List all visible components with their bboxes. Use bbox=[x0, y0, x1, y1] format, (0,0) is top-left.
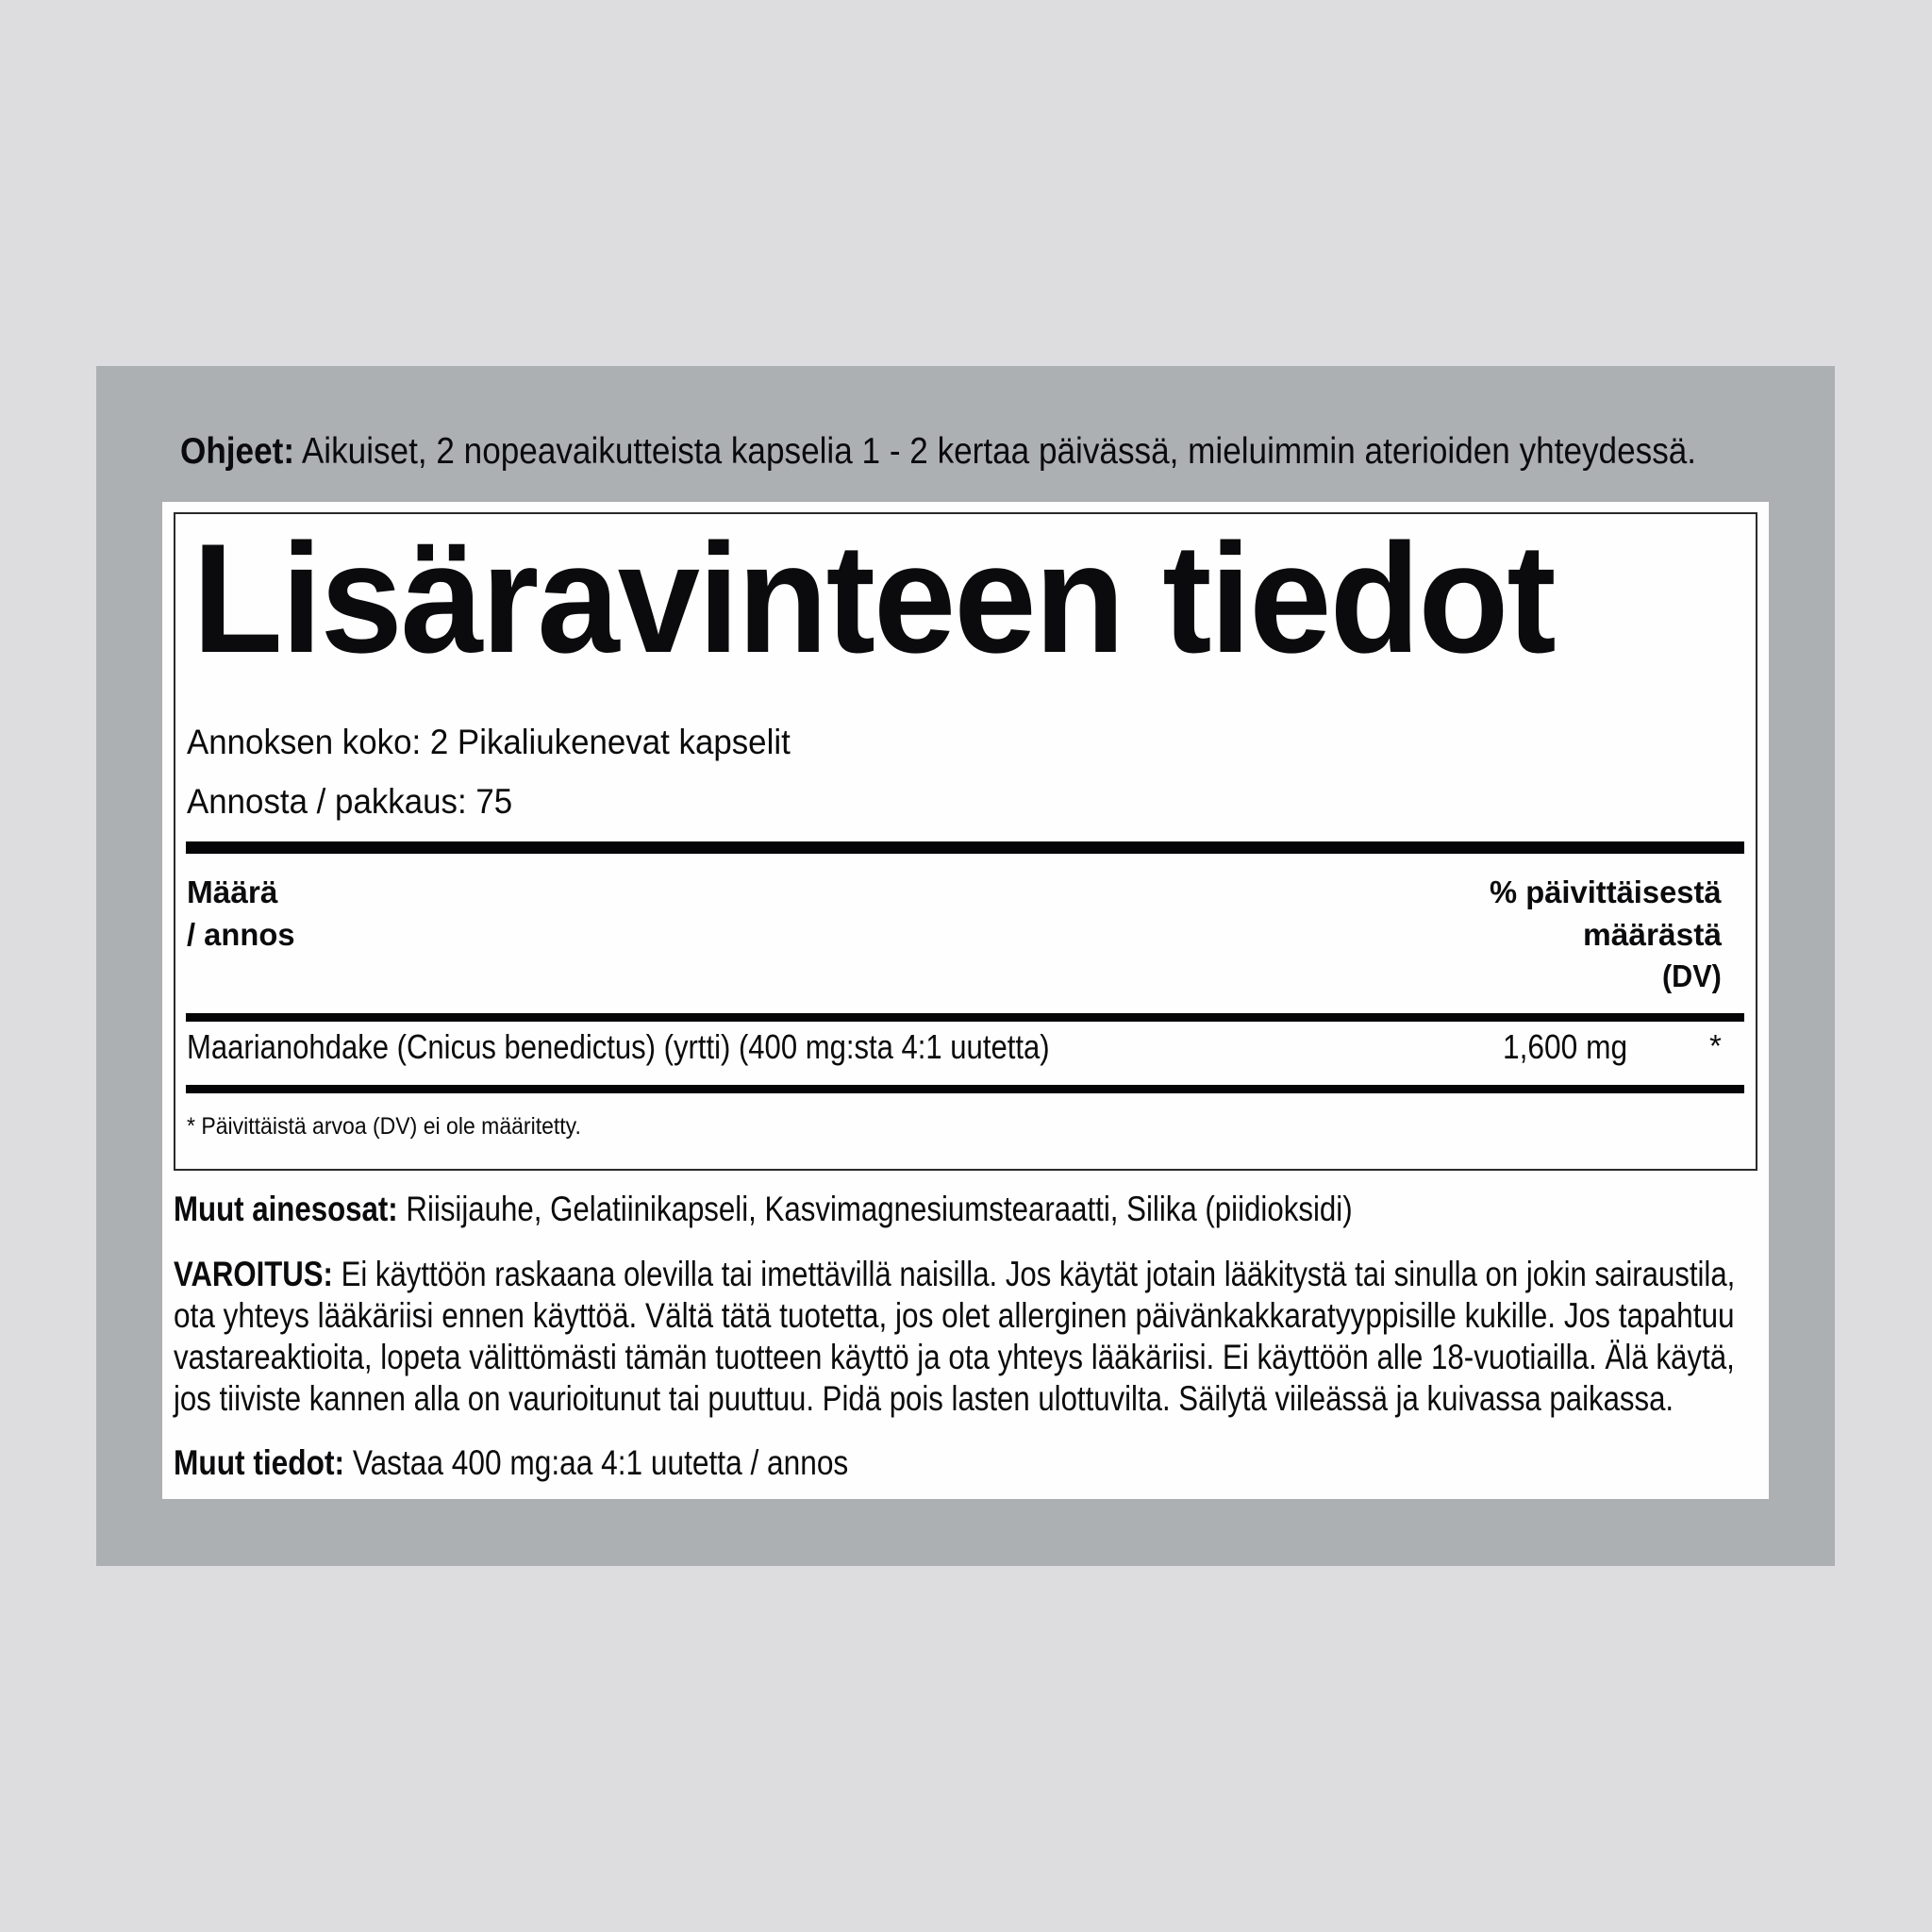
directions-line bbox=[180, 433, 1696, 470]
daily-value-header: % päivittäisestä bbox=[1489, 874, 1722, 909]
warning-line-1 bbox=[174, 1257, 1735, 1291]
footnote: * Päivittäistä arvoa (DV) ei ole määritetty. bbox=[187, 1113, 581, 1140]
medium-divider bbox=[186, 1013, 1744, 1022]
serving-size: Annoksen koko: 2 Pikaliukenevat kapselit bbox=[187, 723, 791, 761]
other-ingredients-label: Muut ainesosat: bbox=[174, 1190, 398, 1228]
amount-per-serving-header-2: / annos bbox=[187, 917, 295, 952]
warning-text-1: Ei käyttöön raskaana olevilla tai imettävillä naisilla. Jos käytät jotain lääkitystä tai sinulla on jokin sairaustila, bbox=[332, 1255, 1736, 1293]
servings-per-container: Annosta / pakkaus: 75 bbox=[187, 782, 513, 821]
other-ingredients bbox=[174, 1191, 1353, 1226]
warning-line-4: jos tiiviste kannen alla on vaurioitunut tai puuttuu. Pidä pois lasten ulottuvilta. Säilytä viileässä ja kuivassa paikassa. bbox=[174, 1379, 1674, 1418]
daily-value-header-3: (DV) bbox=[1661, 958, 1722, 993]
ingredient-name: Maarianohdake (Cnicus benedictus) (yrtti) (400 mg:sta 4:1 uutetta) bbox=[187, 1027, 1050, 1066]
other-info bbox=[174, 1445, 848, 1480]
ingredient-amount: 1,600 mg bbox=[1503, 1027, 1628, 1066]
thick-divider bbox=[186, 841, 1744, 854]
directions-label: Ohjeet: bbox=[180, 431, 295, 472]
other-ingredients-text: Riisijauhe, Gelatiinikapseli, Kasvimagnesiumstearaatti, Silika (piidioksidi) bbox=[397, 1190, 1353, 1228]
other-info-label: Muut tiedot: bbox=[174, 1443, 345, 1482]
warning-line-3: vastareaktioita, lopeta välittömästi tämän tuotteen käyttö ja ota yhteys lääkäriisi. Ei käyttöön alle 18-vuotiailla. Älä käytä, bbox=[174, 1338, 1735, 1376]
directions-text: Aikuiset, 2 nopeavaikutteista kapselia 1 - 2 kertaa päivässä, mieluimmin aterioiden yhteydessä. bbox=[294, 431, 1697, 472]
warning-line-2: ota yhteys lääkäriisi ennen käyttöä. Vältä tätä tuotetta, jos olet allerginen päivänkakkaratyyppisille kukille. Jos tapahtuu bbox=[174, 1296, 1735, 1335]
amount-per-serving-header: Määrä bbox=[187, 874, 278, 909]
medium-divider-2 bbox=[186, 1085, 1744, 1093]
warning-label: VAROITUS: bbox=[174, 1255, 333, 1293]
other-info-text: Vastaa 400 mg:aa 4:1 uutetta / annos bbox=[344, 1443, 849, 1482]
facts-title: Lisäravinteen tiedot bbox=[192, 511, 1555, 685]
ingredient-dv: * bbox=[1709, 1028, 1722, 1063]
daily-value-header-2: määrästä bbox=[1583, 917, 1722, 952]
